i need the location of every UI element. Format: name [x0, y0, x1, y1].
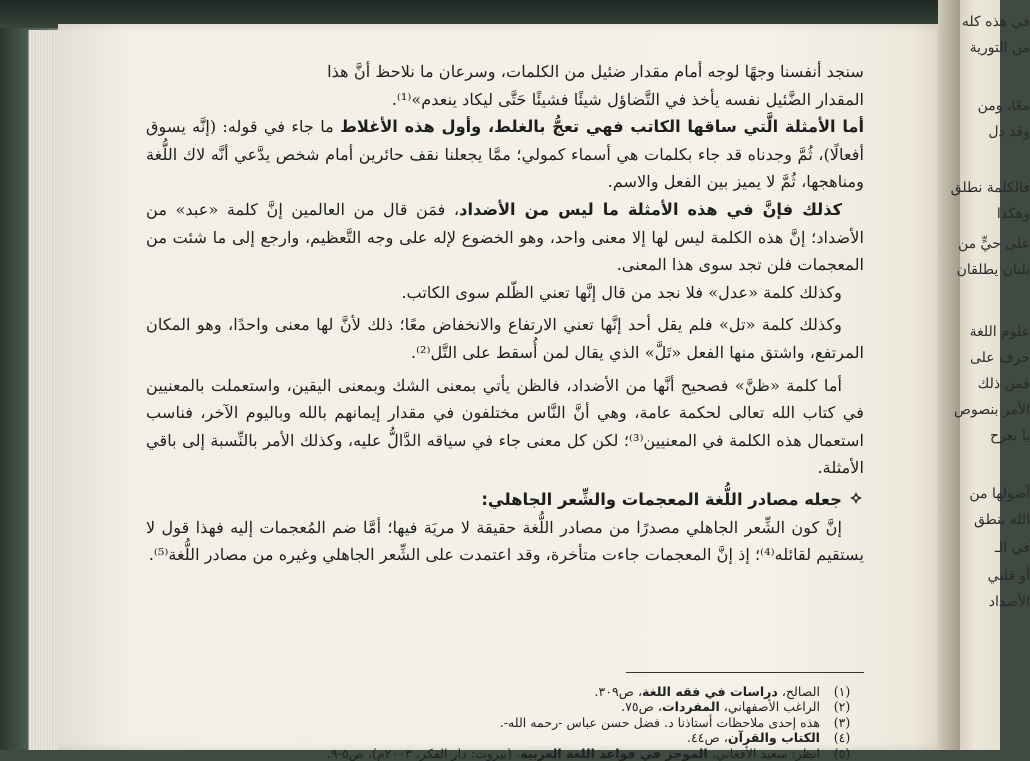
footnote-text: الصالح،: [777, 684, 820, 699]
facing-page-line: فمن ذلك: [977, 376, 1030, 392]
bold-phrase: أما الأمثلة الَّتي ساقها الكاتب فهي تعجُّ بالغلط، وأول هذه الأغلاط: [340, 117, 864, 137]
footnote-separator: [626, 672, 864, 673]
facing-page-line: بلبان يطلقان: [956, 262, 1030, 278]
paragraph-errors: [146, 113, 864, 196]
facing-page-line: في الـ: [994, 540, 1030, 556]
facing-page-line: حرف على: [970, 350, 1030, 366]
footnote-text: انظر: سعيد الأفغاني،: [707, 745, 820, 761]
text-line: سنجد أنفسنا وجهًا لوجه أمام مقدار ضئيل من الكلمات، وسرعان ما نلاحظ أنَّ هذا: [327, 62, 864, 81]
facing-page-line: أصولها من: [969, 486, 1030, 502]
paragraph-text: ، فمَن قال من العالمين إنَّ كلمة «عبد» من الأضداد؛ إنَّ هذه الكلمة ليس لها إلا معنى واحد، وهو الخضوع لإله على وجه التَّعظيم، وارجع إلى ما شئت من المعجمات فلن تجد سوى هذا المعنى.: [146, 199, 864, 275]
footnote-number: (٣): [833, 714, 851, 730]
facing-page-line: الأمر بنصوص: [954, 402, 1030, 418]
facing-page-line: فالكلمة نطلق: [950, 180, 1030, 196]
paragraph-sources: إنَّ كون الشِّعر الجاهلي مصدرًا من مصادر اللُّغة حقيقة لا مريَة فيها؛ أمَّا ضم المُعجمات إليه فهذا قول لا يستقيم لقائله⁽⁴⁾؛ إذ إنَّ المعجمات جاءت متأخرة، وقد اعتمدت على الشِّعر الجاهلي وغيره من مصادر اللُّغة⁽⁵⁾.: [146, 517, 864, 565]
footnote: [146, 684, 864, 699]
facing-page-line: الله بنطق: [973, 512, 1030, 528]
footnote-title: الكتاب والقرآن: [727, 730, 820, 746]
footnote-text: ، (بيروت: دار الفكر، ٢٠٠٣م)، ص٥-٩.: [326, 745, 521, 761]
facing-page: [950, 0, 1030, 750]
ornament-icon: [848, 486, 864, 514]
section-heading-text: جعله مصادر اللُّغة المعجمات والشِّعر الجاهلي:: [481, 489, 842, 509]
bold-phrase: كذلك فإنَّ في هذه الأمثلة ما ليس من الأضداد: [459, 199, 843, 219]
facing-page-line: أو قلبي: [987, 568, 1030, 584]
footnote-text: ، ص٤٤.: [687, 730, 728, 746]
footnote-text: ، ص٧٥.: [621, 699, 662, 715]
footnote-number: (١): [833, 684, 851, 699]
footnote-number: (٢): [833, 699, 851, 715]
facing-page-line: الأصداد: [988, 594, 1030, 610]
footnote-title: المفردات: [661, 699, 720, 715]
paragraph-text: ما جاء في: [263, 117, 341, 137]
footnote: [146, 746, 864, 761]
footnote-number: (٥): [833, 745, 851, 761]
facing-page-line: في هذه كله: [961, 14, 1030, 30]
footnote: [146, 699, 864, 714]
text-line: المقدار الضَّئيل نفسه يأخذ في التَّضاؤل شيئًا فشيئًا حَتَّى ليكاد ينعدم»⁽¹⁾.: [391, 89, 864, 109]
paragraph-adl: وكذلك كلمة «عدل» فلا نجد من قال إنَّها تعني الظّلم سوى الكاتب.: [401, 282, 842, 302]
footnote: [146, 715, 864, 730]
page-body: [146, 58, 864, 698]
facing-page-line: وقد دل: [988, 124, 1030, 140]
footnotes: [146, 684, 864, 761]
paragraph-tal: وكذلك كلمة «تل» فلم يقل أحد إنَّها تعني الارتفاع والانخفاض معًا؛ ذلك لأنَّ لها معنى واحدًا، وهو المكان المرتفع، واشتق منها الفعل «تَلَّ» الذي يقال لمن أُسقط على التَّل⁽²⁾.: [146, 315, 864, 362]
paragraph-antonyms: [146, 196, 864, 279]
paragraph-text: قوله: (إنَّه يسوق أفعالًا)، ثُمَّ وجدناه قد جاء بكلمات هي أسماء كمولي؛ ممَّا يجعلنا نقف حائرين أمام شخص يدَّعي أنَّه لاك اللُّغة ومناهجها، ثُمَّ لا يميز بين الفعل والاسم.: [146, 117, 864, 192]
footnote-title: دراسات في فقه اللغة: [642, 684, 778, 699]
footnote-text: هذه إحدى ملاحظات أستاذنا د. فضل حسن عباس -رحمه الله-.: [499, 714, 820, 730]
facing-page-line: علوم اللغة: [969, 324, 1030, 340]
footnote-title: الموجز في قواعد اللغة العربية: [520, 745, 708, 761]
facing-page-line: وهكذا: [996, 206, 1030, 222]
section-heading: [146, 486, 864, 514]
paragraph-zann: أما كلمة «ظنَّ» فصحيح أنَّها من الأضداد، فالظن يأتي بمعنى الشك وبمعنى اليقين، واستعملت بالمعنيين في كتاب الله تعالى لحكمة عامة، وهي أنَّ النَّاس مختلفون في مقدار إيمانهم بالله وباليوم الآخر، فناسب استعمال هذه الكلمة في المعنيين⁽³⁾؛ لكن كل معنى جاء في سياقه الدَّالُّ عليه، وكذلك الأمر بالنِّسبة إلى باقي الأمثلة.: [146, 375, 864, 478]
footnote-text: الراغب الأصفهاني،: [719, 699, 820, 715]
facing-page-line: يا بعرح: [989, 428, 1030, 444]
footnote-number: (٤): [833, 730, 851, 746]
footnote-text: ، ص٣٠٩.: [594, 684, 643, 699]
facing-page-line: معًا، ومن: [977, 98, 1030, 114]
footnote: [146, 730, 864, 745]
facing-page-line: على حيٍّ من: [957, 236, 1030, 252]
facing-page-line: من التورية: [969, 40, 1030, 56]
